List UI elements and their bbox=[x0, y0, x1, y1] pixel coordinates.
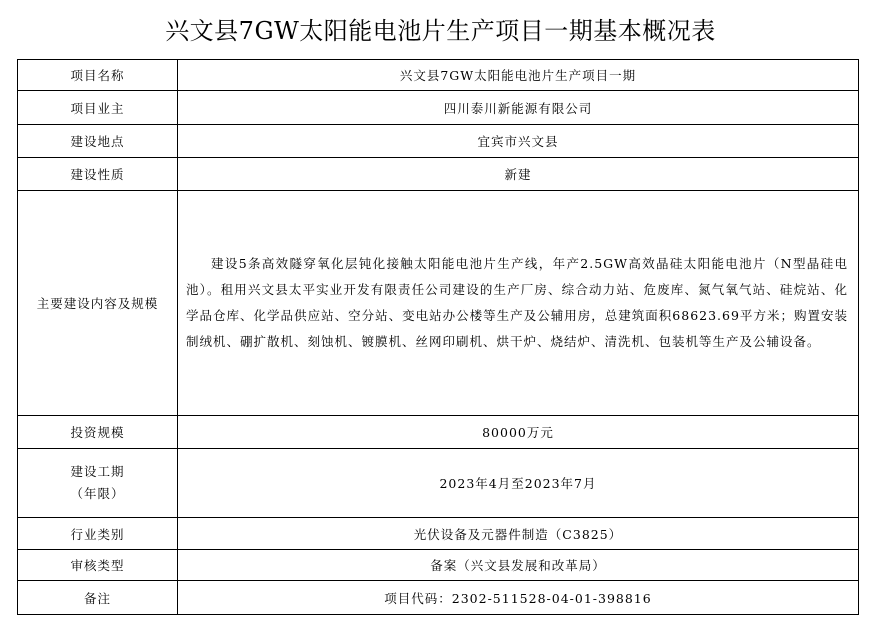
row-value bbox=[178, 191, 859, 416]
row-value: 备案（兴文县发展和改革局） bbox=[178, 550, 859, 581]
table-row-nature bbox=[18, 158, 859, 191]
table-row-construction-period bbox=[18, 449, 859, 518]
overview-table bbox=[17, 59, 859, 615]
row-value: 四川泰川新能源有限公司 bbox=[178, 91, 859, 125]
row-value: 项目代码：2302-511528-04-01-398816 bbox=[178, 581, 859, 615]
document-title: 兴文县7GW太阳能电池片生产项目一期基本概况表 bbox=[165, 17, 716, 45]
row-label: 建设性质 bbox=[18, 158, 178, 191]
table-row-investment bbox=[18, 416, 859, 449]
row-value: 光伏设备及元器件制造（C3825） bbox=[178, 518, 859, 550]
table-row-project-owner bbox=[18, 91, 859, 125]
row-value: 兴文县7GW太阳能电池片生产项目一期 bbox=[178, 60, 859, 91]
row-value: 宜宾市兴文县 bbox=[178, 125, 859, 158]
table-row-project-name bbox=[18, 60, 859, 91]
table-row-industry bbox=[18, 518, 859, 550]
row-label: 审核类型 bbox=[18, 550, 178, 581]
row-label-line: 建设工期 bbox=[70, 464, 125, 479]
table-row-remarks bbox=[18, 581, 859, 615]
table-row-main-content bbox=[18, 191, 859, 416]
row-label: 投资规模 bbox=[18, 416, 178, 449]
row-label: 项目业主 bbox=[18, 91, 178, 125]
row-label-line: （年限） bbox=[70, 486, 125, 501]
row-label: 项目名称 bbox=[18, 60, 178, 91]
row-value: 2023年4月至2023年7月 bbox=[178, 449, 859, 518]
row-label: 行业类别 bbox=[18, 518, 178, 550]
description-text: 建设5条高效隧穿氧化层钝化接触太阳能电池片生产线，年产2.5GW高效晶硅太阳能电池片（N型晶硅电池）。租用兴文县太平实业开发有限责任公司建设的生产厂房、综合动力站、危废库、氮气氧气站、硅烷站、化学品仓库、化学品供应站、空分站、变电站办公楼等生产及公辅用房，总建筑面积68623.69平方米；购置安装制绒机、硼扩散机、刻蚀机、镀膜机、丝网印刷机、烘干炉、烧结炉、清洗机、包装机等生产及公辅设备。 bbox=[186, 256, 848, 349]
row-label: 备注 bbox=[18, 581, 178, 615]
table-row-location bbox=[18, 125, 859, 158]
table-row-review-type bbox=[18, 550, 859, 581]
row-label bbox=[18, 449, 178, 518]
row-label: 建设地点 bbox=[18, 125, 178, 158]
row-value: 80000万元 bbox=[178, 416, 859, 449]
row-value: 新建 bbox=[178, 158, 859, 191]
row-label: 主要建设内容及规模 bbox=[18, 191, 178, 416]
